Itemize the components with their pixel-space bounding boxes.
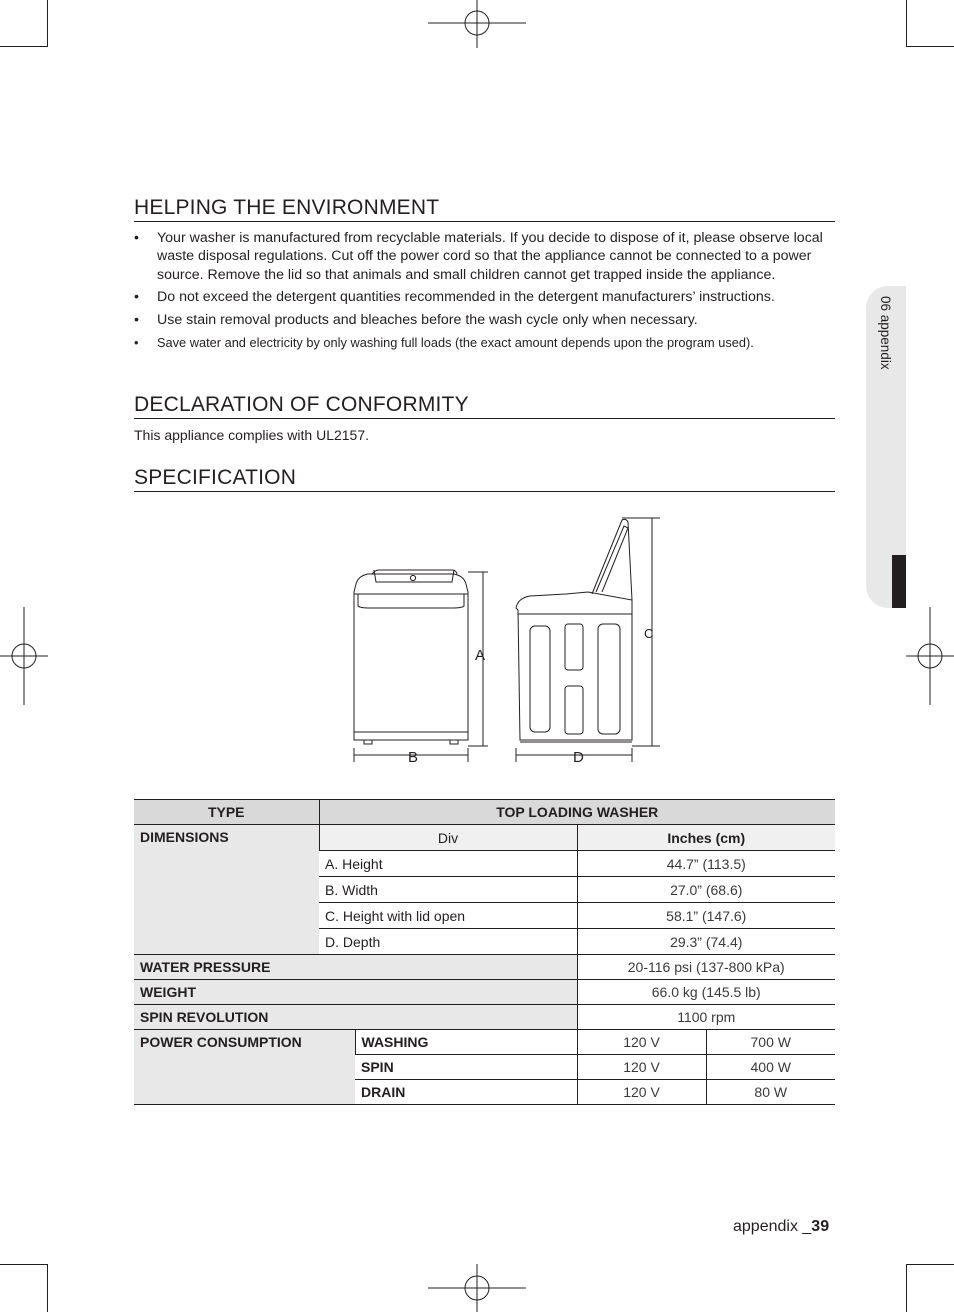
water-pressure-value: 20-116 psi (137-800 kPa)	[577, 955, 835, 980]
table-row	[134, 1030, 835, 1055]
dimension-value: 58.1” (147.6)	[577, 903, 835, 929]
dimension-value: 44.7” (113.5)	[577, 851, 835, 877]
section-title-environment: HELPING THE ENVIRONMENT	[134, 196, 835, 222]
dimension-value: 29.3” (74.4)	[577, 929, 835, 955]
crop-mark	[47, 1264, 48, 1312]
power-voltage: 120 V	[577, 1055, 706, 1080]
power-mode: DRAIN	[355, 1080, 577, 1105]
environment-bullet-list	[134, 229, 824, 357]
spin-revolution-value: 1100 rpm	[577, 1005, 835, 1030]
dimension-label-d: D	[573, 749, 584, 766]
column-label-unit: Inches (cm)	[577, 825, 835, 851]
crop-mark	[906, 1264, 907, 1312]
row-label-water-pressure: WATER PRESSURE	[134, 955, 577, 980]
row-label-power-consumption: POWER CONSUMPTION	[134, 1030, 355, 1105]
crop-mark	[0, 1264, 47, 1265]
footer-section: appendix _	[733, 1218, 812, 1235]
power-mode: WASHING	[355, 1030, 577, 1055]
table-row	[134, 800, 835, 825]
crop-mark	[907, 46, 954, 47]
weight-value: 66.0 kg (145.5 lb)	[577, 980, 835, 1005]
power-watts: 400 W	[706, 1055, 835, 1080]
table-header-cell: TOP LOADING WASHER	[319, 800, 835, 825]
power-mode: SPIN	[355, 1055, 577, 1080]
section-title-conformity: DECLARATION OF CONFORMITY	[134, 393, 835, 419]
crop-mark	[907, 1264, 954, 1265]
row-label-spin-revolution: SPIN REVOLUTION	[134, 1005, 577, 1030]
chapter-tab-marker	[892, 555, 906, 608]
dimension-label-a: A	[475, 647, 486, 664]
list-item: • Your washer is manufactured from recyclable materials. If you decide to dispose of it, please observe local waste disposal regulations. Cut off the power cord so that the appliance cannot be connected to a power source. Remove the lid so that animals and small children cannot get trapped inside the appliance.	[134, 229, 824, 284]
column-label-div: Div	[319, 825, 577, 851]
row-label-dimensions: DIMENSIONS	[134, 825, 319, 955]
page-footer	[733, 1218, 829, 1236]
power-watts: 80 W	[706, 1080, 835, 1105]
page-number: 39	[811, 1218, 830, 1235]
crop-mark	[906, 0, 907, 47]
conformity-text: This appliance complies with UL2157.	[134, 427, 370, 443]
specification-table	[134, 799, 835, 1105]
section-title-specification: SPECIFICATION	[134, 466, 835, 492]
table-row	[134, 955, 835, 980]
dimension-label-b: B	[408, 749, 419, 766]
registration-mark-left	[0, 607, 48, 705]
list-item: • Do not exceed the detergent quantities recommended in the detergent manufacturers’ instructions.	[134, 288, 824, 306]
row-label-weight: WEIGHT	[134, 980, 577, 1005]
list-item: • Use stain removal products and bleaches before the wash cycle only when necessary.	[134, 311, 824, 329]
power-voltage: 120 V	[577, 1030, 706, 1055]
table-header-cell: TYPE	[134, 800, 319, 825]
dimension-name: D. Depth	[319, 929, 577, 955]
table-row	[134, 1005, 835, 1030]
dimension-name: C. Height with lid open	[319, 903, 577, 929]
washer-dimension-diagram	[340, 510, 670, 772]
table-row	[134, 825, 835, 851]
washer-control-panel	[372, 570, 457, 574]
registration-mark-bottom	[428, 1264, 526, 1312]
dimension-name: A. Height	[319, 851, 577, 877]
dimension-label-c: C	[644, 626, 654, 641]
table-row	[134, 980, 835, 1005]
washer-front-body	[354, 574, 468, 740]
chapter-tab-label: 06 appendix	[878, 296, 893, 370]
registration-mark-top	[428, 0, 526, 48]
power-voltage: 120 V	[577, 1080, 706, 1105]
crop-mark	[47, 0, 48, 47]
list-item: • Save water and electricity by only washing full loads (the exact amount depends upon the program used).	[134, 334, 824, 352]
registration-mark-right	[906, 607, 954, 705]
dimension-value: 27.0” (68.6)	[577, 877, 835, 903]
crop-mark	[0, 46, 47, 47]
power-watts: 700 W	[706, 1030, 835, 1055]
dimension-name: B. Width	[319, 877, 577, 903]
